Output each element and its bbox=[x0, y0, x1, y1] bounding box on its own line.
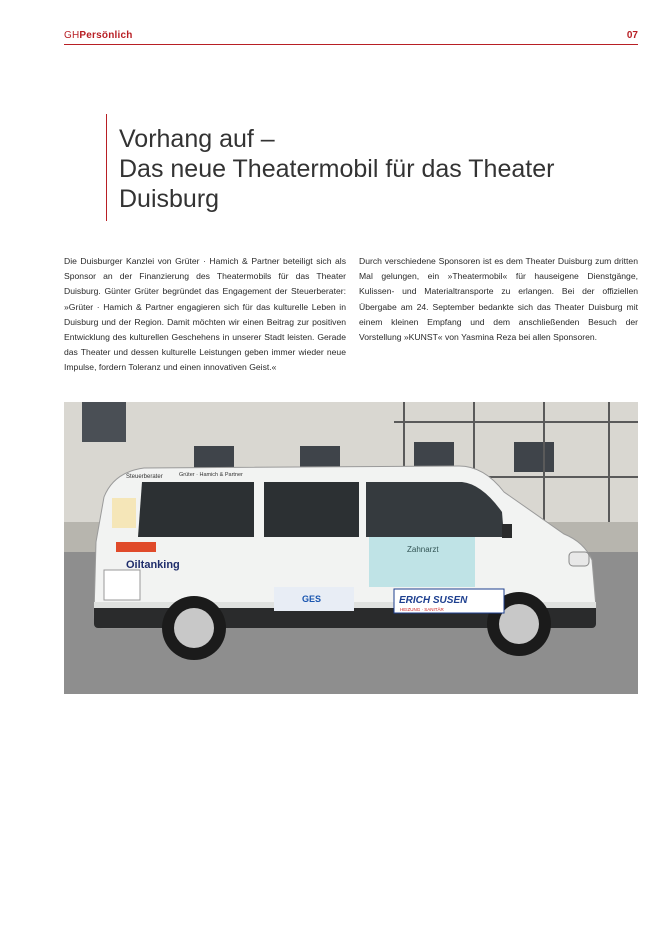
label-steuerberater: Steuerberater bbox=[126, 474, 163, 480]
label-grueter: Grüter · Hamich & Partner bbox=[179, 472, 243, 478]
page-number: 07 bbox=[626, 30, 638, 41]
label-oiltanking: Oiltanking bbox=[126, 559, 180, 571]
article-title bbox=[119, 124, 649, 214]
label-heizung: HEIZUNG · SANITÄR bbox=[400, 607, 444, 612]
van-photo-illustration bbox=[64, 402, 638, 694]
title-line-2: Das neue Theatermobil für das Theater Duisburg bbox=[119, 155, 555, 213]
running-header bbox=[64, 30, 133, 41]
label-erich-susen: ERICH SUSEN bbox=[399, 595, 468, 606]
article-photo bbox=[64, 402, 638, 694]
title-line-1: Vorhang auf – bbox=[119, 125, 275, 153]
label-zahnarzt: Zahnarzt bbox=[407, 545, 439, 554]
header-rule bbox=[64, 44, 638, 45]
title-accent-bar bbox=[106, 114, 107, 221]
article-column-left: Die Duisburger Kanzlei von Grüter · Hamich & Partner beteiligt sich als Sponsor an der Finanzierung des Theatermobils für das Theater Duisburg. Günter Grüter begründet das Engagement der Steuerberater: »Grüter · Hamich & Partner engagieren sich für das kulturelle Leben in Duisburg und der Region. Damit möchten wir einen Beitrag zur positiven Entwicklung des kulturellen Geschehens in unserer Stadt leisten. Gerade das Theater und dessen kulturelle Leistungen geben immer wieder neue Impulse, fordern Toleranz und einen innovativen Geist.« bbox=[64, 256, 346, 373]
article-column-right: Durch verschiedene Sponsoren ist es dem Theater Duisburg zum dritten Mal gelungen, ein »Theatermobil« für hauseigene Dienstgänge, Kulissen- und Materialtransporte zu erlangen. Bei der offiziellen Übergabe am 24. September bedankte sich das Theater Duisburg mit einem kleinen Empfang und dem anschließenden Besuch der Vorstellung »KUNST« von Yasmina Reza bei allen Sponsoren. bbox=[359, 256, 638, 343]
label-ges: GES bbox=[302, 594, 322, 604]
brand-label: GH bbox=[64, 30, 80, 41]
section-label: Persönlich bbox=[79, 30, 133, 41]
